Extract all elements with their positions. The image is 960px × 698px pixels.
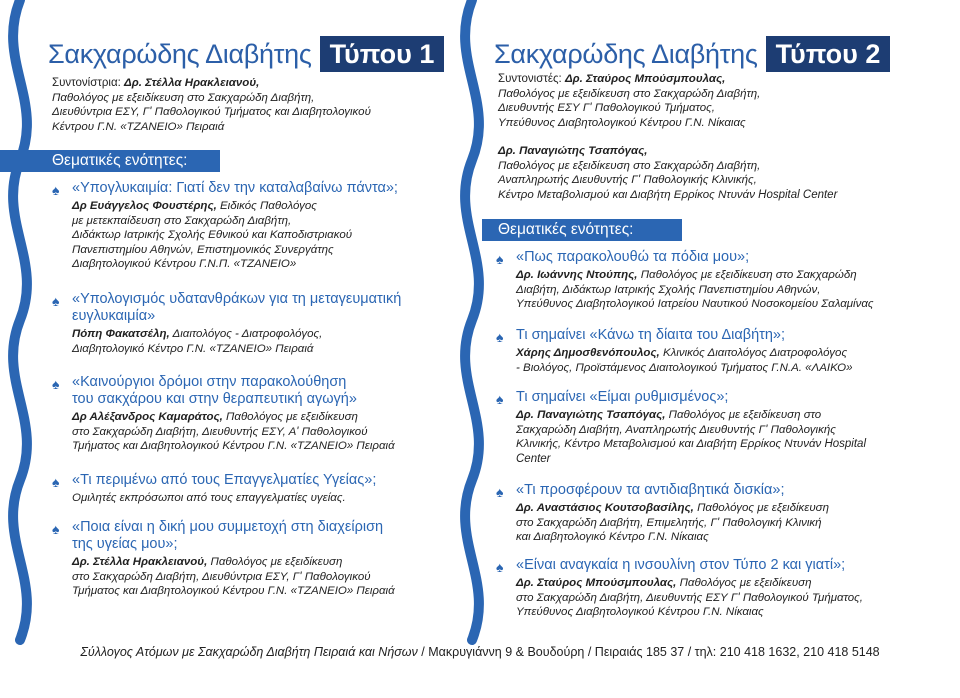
topic-item	[52, 374, 442, 454]
speaker-role: Παθολόγος με εξειδίκευση	[207, 556, 343, 568]
topic-speaker	[72, 410, 442, 454]
speaker-line: στο Σακχαρώδη Διαβήτη, Διευθύντρια ΕΣΥ, Γ' Παθολογικού	[72, 570, 371, 583]
footer-org: Σύλλογος Ατόμων με Σακχαρώδη Διαβήτη Πειραιά και Νήσων	[80, 645, 418, 659]
topic-title: «Τι περιμένω από τους Επαγγελματίες Υγείας»;	[72, 472, 377, 488]
topic-speaker	[516, 346, 946, 375]
topic-title: «Υπολογισμός υδατανθράκων για τη μεταγευματική	[72, 291, 402, 307]
topic-title: της υγείας μου»;	[72, 536, 178, 552]
type2-title	[494, 36, 890, 72]
speaker-role: Κλινικός Διαιτολόγος Διατροφολόγος	[659, 347, 848, 359]
spade-bullet-icon: ♠	[496, 559, 504, 575]
speaker-role: Παθολόγος με εξειδίκευση	[693, 502, 829, 514]
topic-title: «Καινούργιοι δρόμοι στην παρακολούθηση	[72, 374, 347, 390]
type2-topics-band: Θεματικές ενότητες:	[482, 219, 682, 241]
topic-item	[496, 249, 946, 312]
speaker-line: στο Σακχαρώδη Διαβήτη, Διευθυντής ΕΣΥ Γ' Παθολογικού Τμήματος,	[516, 591, 863, 604]
speaker-line: Center	[516, 452, 551, 465]
topic-speaker	[516, 408, 946, 466]
topic-item	[496, 327, 946, 375]
type1-topics-band: Θεματικές ενότητες:	[0, 150, 220, 172]
topic-speaker	[72, 491, 442, 506]
topic-title: «Πως παρακολουθώ τα πόδια μου»;	[516, 249, 750, 265]
coordinator-line: Παθολόγος με εξειδίκευση στο Σακχαρώδη Διαβήτη,	[498, 159, 761, 172]
speaker-line: και Διαβητολογικό Κέντρο Γ.Ν. Νίκαιας	[516, 531, 709, 543]
speaker-role: Παθολόγος με εξειδίκευση στο	[665, 409, 822, 421]
topic-speaker	[72, 555, 442, 599]
speaker-line: Διαβήτη, Διδάκτωρ Ιατρικής Σχολής Πανεπιστημίου Αθηνών,	[516, 283, 821, 296]
spade-bullet-icon: ♠	[496, 391, 504, 407]
topic-speaker	[516, 268, 946, 312]
speaker-line: στο Σακχαρώδη Διαβήτη, Διευθυντής ΕΣΥ, Α' Παθολογικού	[72, 425, 368, 438]
type1-title-badge: Τύπου 1	[320, 36, 445, 72]
spade-bullet-icon: ♠	[496, 329, 504, 345]
speaker-name: Δρ Αλέξανδρος Καμαράτος,	[72, 411, 223, 423]
topic-item	[52, 180, 442, 272]
speaker-line: Υπεύθυνος Διαβητολογικού Κέντρου Γ.Ν. Νίκαιας	[516, 606, 764, 618]
coordinator-label: Συντονιστές:	[498, 73, 562, 85]
speaker-line: Κλινικής, Κέντρο Μεταβολισμού και Διαβήτη Ερρίκος Ντυνάν Hospital	[516, 438, 866, 450]
speaker-role: Διαιτολόγος - Διατροφολόγος,	[169, 328, 323, 340]
topic-title: ευγλυκαιμία»	[72, 308, 156, 324]
speaker-name: Δρ. Σταύρος Μπούσμπουλας,	[516, 577, 677, 589]
coordinator-line: Παθολόγος με εξειδίκευση στο Σακχαρώδη Διαβήτη,	[52, 91, 315, 104]
speaker-line: - Βιολόγος, Προϊστάμενος Διαιτολογικού Τμήματος Γ.Ν.Α. «ΛΑΙΚΟ»	[516, 361, 853, 374]
speaker-line: Τμήματος και Διαβητολογικού Κέντρου Γ.Ν. «ΤΖΑΝΕΙΟ» Πειραιά	[72, 440, 395, 452]
coordinator-line: Κέντρου Γ.Ν. «ΤΖΑΝΕΙΟ» Πειραιά	[52, 120, 225, 133]
type1-title	[48, 36, 444, 72]
footer	[0, 645, 960, 659]
speaker-name: Δρ. Ιωάννης Ντούπης,	[516, 269, 638, 281]
spade-bullet-icon: ♠	[52, 376, 60, 392]
type1-coordinator	[52, 76, 442, 134]
speaker-line: Σακχαρώδη Διαβήτη, Αναπληρωτής Διευθυντής Γ' Παθολογικής	[516, 423, 836, 436]
spade-bullet-icon: ♠	[52, 182, 60, 198]
speaker-line: Υπεύθυνος Διαβητολογικού Ιατρείου Ναυτικού Νοσοκομείου Σαλαμίνας	[516, 298, 874, 310]
coordinator-line: Διευθυντής ΕΣΥ Γ' Παθολογικού Τμήματος,	[498, 102, 715, 114]
type2-coordinator-2	[498, 144, 938, 202]
topic-speaker	[516, 501, 946, 545]
topic-item	[496, 389, 946, 466]
topic-title: «Ποια είναι η δική μου συμμετοχή στη διαχείριση	[72, 519, 384, 535]
topic-item	[52, 472, 442, 506]
speaker-role: Παθολόγος με εξειδίκευση	[676, 577, 812, 589]
coordinator-line: Υπεύθυνος Διαβητολογικού Κέντρου Γ.Ν. Νίκαιας	[498, 116, 746, 129]
spade-bullet-icon: ♠	[496, 251, 504, 267]
spade-bullet-icon: ♠	[52, 474, 60, 490]
coordinator-line: Κέντρο Μεταβολισμού και Διαβήτη Ερρίκος Ντυνάν Hospital Center	[498, 188, 838, 201]
topic-speaker	[516, 576, 946, 620]
spade-bullet-icon: ♠	[496, 484, 504, 500]
topic-item	[52, 291, 442, 356]
speaker-line: στο Σακχαρώδη Διαβήτη, Επιμελητής, Γ' Παθολογική Κλινική	[516, 516, 822, 529]
coordinator-line: Διευθύντρια ΕΣΥ, Γ' Παθολογικού Τμήματος και Διαβητολογικού	[52, 106, 371, 118]
type2-coordinator-1	[498, 72, 938, 130]
coordinator-line: Αναπληρωτής Διευθυντής Γ' Παθολογικής Κλινικής,	[498, 174, 757, 186]
topic-title: «Τι προσφέρουν τα αντιδιαβητικά δισκία»;	[516, 482, 785, 498]
speaker-line: Διδάκτωρ Ιατρικής Σχολής Εθνικού και Καποδιστριακού	[72, 229, 353, 241]
topic-title: Τι σημαίνει «Κάνω τη δίαιτα του Διαβήτη»;	[516, 327, 786, 343]
spade-bullet-icon: ♠	[52, 293, 60, 309]
topic-title: Τι σημαίνει «Είμαι ρυθμισμένος»;	[516, 389, 729, 405]
speaker-role: Παθολόγος με εξειδίκευση στο Σακχαρώδη	[637, 269, 857, 281]
coordinator-name: Δρ. Παναγιώτης Τσαπόγας,	[498, 145, 648, 157]
topic-item	[52, 519, 442, 599]
speaker-name: Δρ. Παναγιώτης Τσαπόγας,	[516, 409, 666, 421]
topic-title: του σακχάρου και στην θεραπευτική αγωγή»	[72, 391, 357, 407]
speaker-line: Πανεπιστημίου Αθηνών, Επιστημονικός Συνεργάτης	[72, 243, 334, 256]
footer-address: / Μακρυγιάννη 9 & Βουδούρη / Πειραιάς 185 37 / τηλ: 210 418 1632, 210 418 5148	[417, 645, 880, 659]
topic-item	[496, 557, 946, 620]
type2-title-text: Σακχαρώδης Διαβήτης	[494, 38, 758, 69]
type2-title-badge: Τύπου 2	[766, 36, 891, 72]
topic-speaker	[72, 199, 442, 272]
speaker-name: Δρ Ευάγγελος Φουστέρης,	[72, 200, 217, 212]
speaker-name: Πόπη Φακατσέλη,	[72, 328, 170, 340]
speaker-role: Ειδικός Παθολόγος	[216, 200, 317, 212]
speaker-name: Δρ. Αναστάσιος Κουτσοβασίλης,	[516, 502, 694, 514]
topic-title: «Είναι αναγκαία η ινσουλίνη στον Τύπο 2 και γιατί»;	[516, 557, 846, 573]
type1-title-text: Σακχαρώδης Διαβήτης	[48, 38, 312, 69]
speaker-name: Δρ. Στέλλα Ηρακλειανού,	[72, 556, 208, 568]
topic-item	[496, 482, 946, 545]
coordinator-label: Συντονίστρια:	[52, 77, 121, 89]
speaker-role: Παθολόγος με εξειδίκευση	[222, 411, 358, 423]
topic-speaker	[72, 327, 442, 356]
speaker-line: Διαβητολογικού Κέντρου Γ.Ν.Π. «ΤΖΑΝΕΙΟ»	[72, 258, 297, 270]
topic-title: «Υπογλυκαιμία: Γιατί δεν την καταλαβαίνω πάντα»;	[72, 180, 398, 196]
coordinator-name: Δρ. Σταύρος Μπούσμπουλας,	[564, 73, 726, 85]
speaker-name: Χάρης Δημοσθενόπουλος,	[516, 347, 660, 359]
speaker-role: Ομιλητές εκπρόσωποι από τους επαγγελματίες υγείας.	[72, 492, 346, 504]
speaker-line: Διαβητολογικό Κέντρο Γ.Ν. «ΤΖΑΝΕΙΟ» Πειραιά	[72, 342, 314, 355]
coordinator-name: Δρ. Στέλλα Ηρακλειανού,	[124, 77, 260, 89]
speaker-line: με μετεκπαίδευση στο Σακχαρώδη Διαβήτη,	[72, 214, 292, 227]
spade-bullet-icon: ♠	[52, 521, 60, 537]
coordinator-line: Παθολόγος με εξειδίκευση στο Σακχαρώδη Διαβήτη,	[498, 87, 761, 100]
speaker-line: Τμήματος και Διαβητολογικού Κέντρου Γ.Ν. «ΤΖΑΝΕΙΟ» Πειραιά	[72, 585, 395, 597]
